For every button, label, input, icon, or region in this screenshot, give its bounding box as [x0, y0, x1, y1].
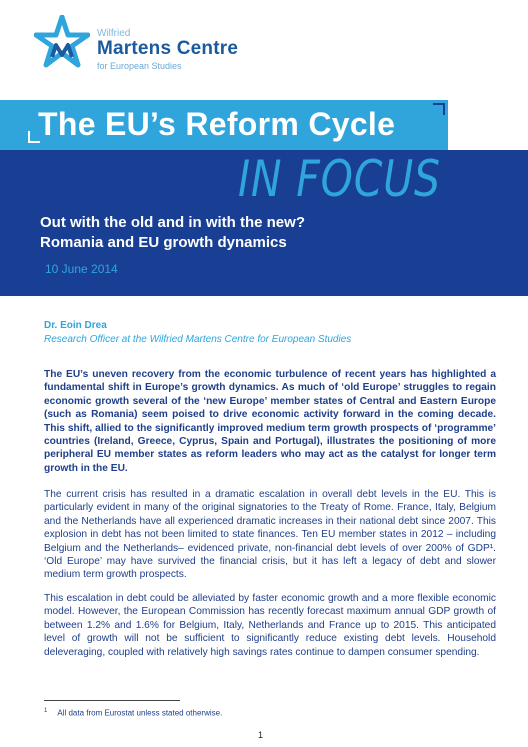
subtitle: [40, 213, 305, 253]
author-role: Research Officer at the Wilfried Martens Centre for European Studies: [44, 334, 352, 345]
footnote-text: All data from Eurostat unless stated otherwise.: [57, 708, 223, 718]
summary-paragraph: The EU’s uneven recovery from the economic turbulence of recent years has highlighted a fundamental shift in Europe’s growth dynamics. As much of ‘old Europe’ struggles to regain economic growth several of the ‘new Europe’ member states of Central and Eastern Europe (such as Romania) seem poised to drive economic activity forward in the coming decade. This shift, allied to the significantly improved medium term growth prospects of ‘programme’ countries (Ireland, Greece, Cyprus, Spain and Portugal), illustrates the positioning of more peripheral EU member states as reform leaders who may act as the catalyst for longer term growth in the EU.: [44, 369, 496, 474]
footnote: [44, 708, 222, 718]
star-figure-icon: [34, 15, 90, 71]
footnote-divider: [44, 700, 180, 701]
subtitle-line-2: Romania and EU growth dynamics: [40, 234, 287, 251]
logo-wilfried-text: Wilfried: [97, 28, 131, 39]
logo-studies-text: for European Studies: [97, 61, 182, 71]
in-focus-heading: IN FOCUS: [238, 150, 441, 208]
page-number: 1: [258, 730, 264, 740]
footnote-marker: 1: [44, 708, 48, 714]
body-paragraph-2: This escalation in debt could be alleviated by faster economic growth and a more flexible economic model. However, the European Commission has recently forecast maximum annual GDP growth of between 1.2% and 1.6% for Belgium, Italy, Netherlands and France up to 2015. This anticipated level of growth will not be sufficient to significantly reduce existing debt levels. Household deleveraging, coupled with relatively high savings rates continue to dampen consumer spending.: [44, 593, 496, 658]
bracket-top-right-icon: [433, 103, 445, 115]
subtitle-line-1: Out with the old and in with the new?: [40, 214, 305, 231]
author-name: Dr. Eoin Drea: [44, 320, 107, 331]
body-paragraph-1: The current crisis has resulted in a dramatic escalation in overall debt levels in the EU. This is particularly evident in many of the original signatories to the Treaty of Rome. France, Italy, Belgium and the Netherlands have all experienced dramatic increases in their national debt since 2007. This explosion in debt has not been limited to state finances. Ten EU member states in 2012 – including Belgium and the Netherlands– evidenced private, non-financial debt levels of over 200% of GDP¹. ‘Old Europe’ may have survived the financial crisis, but it has left a legacy of debt and slower medium term growth prospects.: [44, 489, 496, 581]
page-title: The EU’s Reform Cycle: [38, 106, 396, 142]
logo-martens-text: Martens Centre: [97, 38, 239, 59]
martens-centre-logo: [34, 15, 254, 75]
publication-date: 10 June 2014: [45, 262, 118, 276]
